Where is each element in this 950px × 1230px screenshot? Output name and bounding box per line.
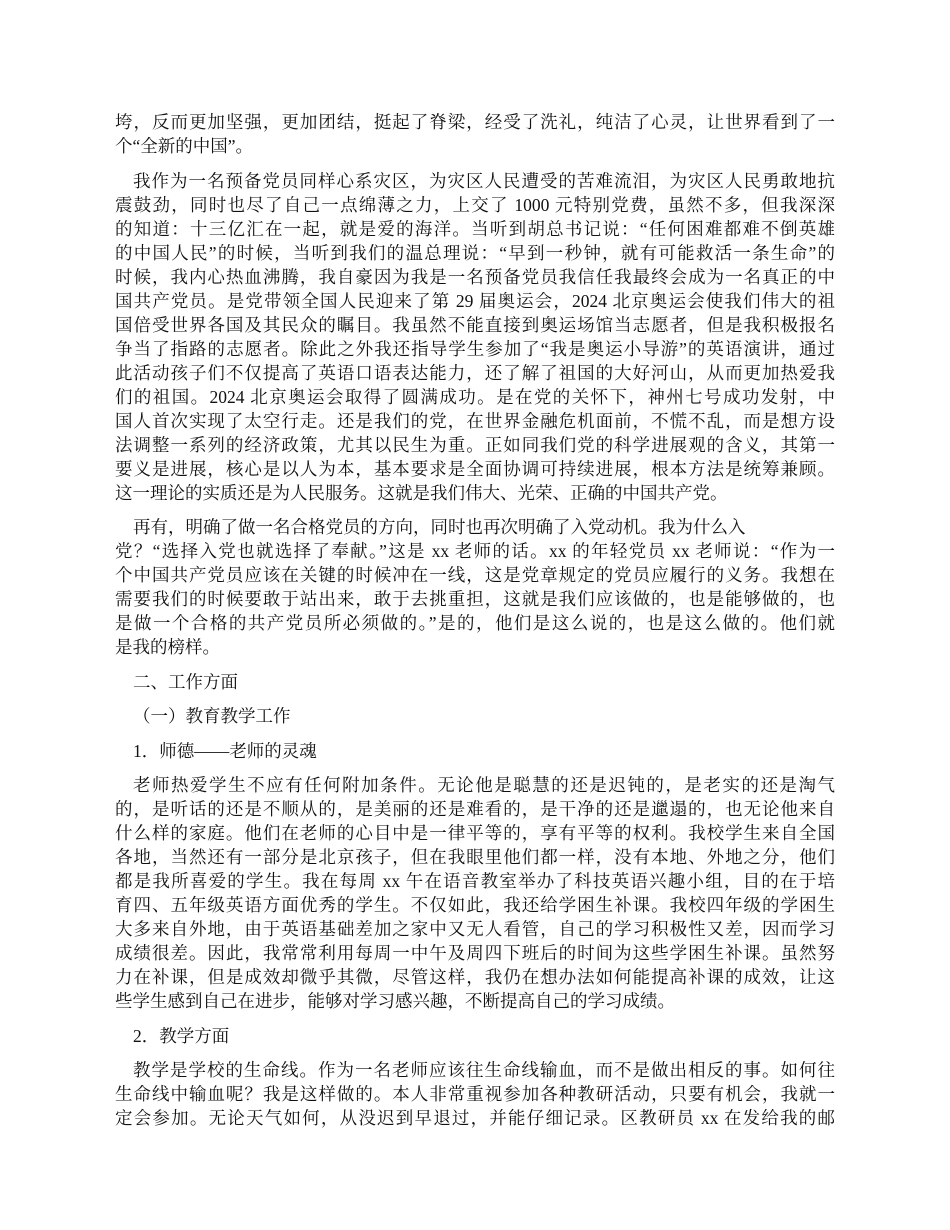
paragraph-line: 个“全新的中国”。 bbox=[115, 136, 254, 156]
body-paragraph bbox=[115, 773, 835, 1013]
item-heading-instruction: 2．教学方面 bbox=[133, 1025, 230, 1046]
body-paragraph bbox=[115, 1058, 835, 1130]
paragraph-line: 是做一个合格的共产党员所必须做的。”是的，他们是这么说的，也是这么做的。他们就 bbox=[115, 613, 835, 633]
paragraph-line: 育四、五年级英语方面优秀的学生。不仅如此，我还给学困生补课。我校四年级的学困生 bbox=[115, 895, 835, 915]
paragraph-line: 老师热爱学生不应有任何附加条件。无论他是聪慧的还是迟钝的，是老实的还是淘气 bbox=[133, 775, 835, 795]
paragraph-line: 我作为一名预备党员同样心系灾区，为灾区人民遭受的苦难流泪，为灾区人民勇敢地抗 bbox=[133, 170, 835, 191]
paragraph-line: 争当了指路的志愿者。除此之外我还指导学生参加了“我是奥运小导游”的英语演讲，通过 bbox=[115, 338, 835, 359]
paragraph-line: 什么样的家庭。他们在老师的心目中是一律平等的，享有平等的权利。我校学生来自全国 bbox=[115, 823, 835, 843]
paragraph-line: 的中国人民”的时候，当听到我们的温总理说：“早到一秒钟，就有可能救活一条生命”的 bbox=[115, 242, 835, 263]
paragraph-line: 个中国共产党员应该在关键的时候冲在一线，这是党章规定的党员应履行的义务。我想在 bbox=[115, 565, 835, 585]
body-paragraph bbox=[115, 515, 835, 659]
paragraph-line: 再有，明确了做一名合格党员的方向，同时也再次明确了入党动机。我为什么入 bbox=[133, 517, 746, 537]
paragraph-line: 此活动孩子们不仅提高了英语口语表达能力，还了解了祖国的大好河山，从而更加热爱我 bbox=[115, 362, 835, 383]
section-heading: 二、工作方面 bbox=[133, 671, 238, 692]
item-heading-ethics: 1．师德——老师的灵魂 bbox=[133, 740, 317, 761]
body-paragraph bbox=[115, 110, 835, 158]
document-body bbox=[115, 110, 835, 1141]
paragraph-line: 的知道：十三亿汇在一起，就是爱的海洋。当听到胡总书记说：“任何困难都难不倒英雄 bbox=[115, 218, 835, 239]
body-paragraph bbox=[115, 169, 835, 505]
paragraph-line: 的，是听话的还是不顺从的，是美丽的还是难看的，是干净的还是邋遢的，也无论他来自 bbox=[115, 799, 835, 819]
paragraph-line: 各地，当然还有一部分是北京孩子，但在我眼里他们都一样，没有本地、外地之分，他们 bbox=[115, 847, 835, 867]
paragraph-line: 们的祖国。2024 北京奥运会取得了圆满成功。是在党的关怀下，神州七号成功发射，中 bbox=[115, 386, 835, 407]
paragraph-line: 垮，反而更加坚强，更加团结，挺起了脊梁，经受了洗礼，纯洁了心灵，让世界看到了一 bbox=[115, 112, 835, 132]
paragraph-line: 成绩很差。因此，我常常利用每周一中午及周四下班后的时间为这些学困生补课。虽然努 bbox=[115, 943, 835, 963]
paragraph-line: 教学是学校的生命线。作为一名老师应该往生命线输血，而不是做出相反的事。如何往 bbox=[133, 1060, 835, 1080]
paragraph-line: 是我的榜样。 bbox=[115, 637, 220, 657]
paragraph-line: 党？“选择入党也就选择了奉献。”这是 xx 老师的话。xx 的年轻党员 xx 老师说：“作为一 bbox=[115, 541, 835, 561]
paragraph-line: 力在补课，但是成效却微乎其微，尽管这样，我仍在想办法如何能提高补课的成效，让这 bbox=[115, 967, 835, 987]
subsection-heading: （一）教育教学工作 bbox=[133, 706, 291, 726]
paragraph-line: 要义是进展，核心是以人为本，基本要求是全面协调可持续进展，根本方法是统筹兼顾。 bbox=[115, 458, 835, 479]
paragraph-line: 些学生感到自己在进步，能够对学习感兴趣，不断提高自己的学习成绩。 bbox=[115, 991, 675, 1011]
paragraph-line: 生命线中输血呢？我是这样做的。本人非常重视参加各种教研活动，只要有机会，我就一 bbox=[115, 1084, 835, 1104]
paragraph-line: 国共产党员。是党带领全国人民迎来了第 29 届奥运会，2024 北京奥运会使我们伟大的祖 bbox=[115, 290, 835, 311]
paragraph-line: 都是我所喜爱的学生。我在每周 xx 午在语音教室举办了科技英语兴趣小组，目的在于培 bbox=[115, 871, 835, 891]
paragraph-line: 时候，我内心热血沸腾，我自豪因为我是一名预备党员我信任我最终会成为一名真正的中 bbox=[115, 266, 835, 287]
paragraph-line: 定会参加。无论天气如何，从没迟到早退过，并能仔细记录。区教研员 xx 在发给我的邮 bbox=[115, 1108, 835, 1128]
paragraph-line: 大多来自外地，由于英语基础差加之家中又无人看管，自己的学习积极性又差，因而学习 bbox=[115, 919, 835, 939]
paragraph-line: 国倍受世界各国及其民众的瞩目。我虽然不能直接到奥运场馆当志愿者，但是我积极报名 bbox=[115, 314, 835, 335]
paragraph-line: 这一理论的实质还是为人民服务。这就是我们伟大、光荣、正确的中国共产党。 bbox=[115, 482, 728, 503]
paragraph-line: 法调整一系列的经济政策，尤其以民生为重。正如同我们党的科学进展观的含义，其第一 bbox=[115, 434, 835, 455]
paragraph-line: 国人首次实现了太空行走。还是我们的党，在世界金融危机面前，不慌不乱，而是想方设 bbox=[115, 410, 835, 431]
paragraph-line: 需要我们的时候要敢于站出来，敢于去挑重担，这就是我们应该做的，也是能够做的，也 bbox=[115, 589, 835, 609]
paragraph-line: 震鼓劲，同时也尽了自己一点绵薄之力，上交了 1000 元特别党费，虽然不多，但我深深 bbox=[115, 194, 835, 215]
